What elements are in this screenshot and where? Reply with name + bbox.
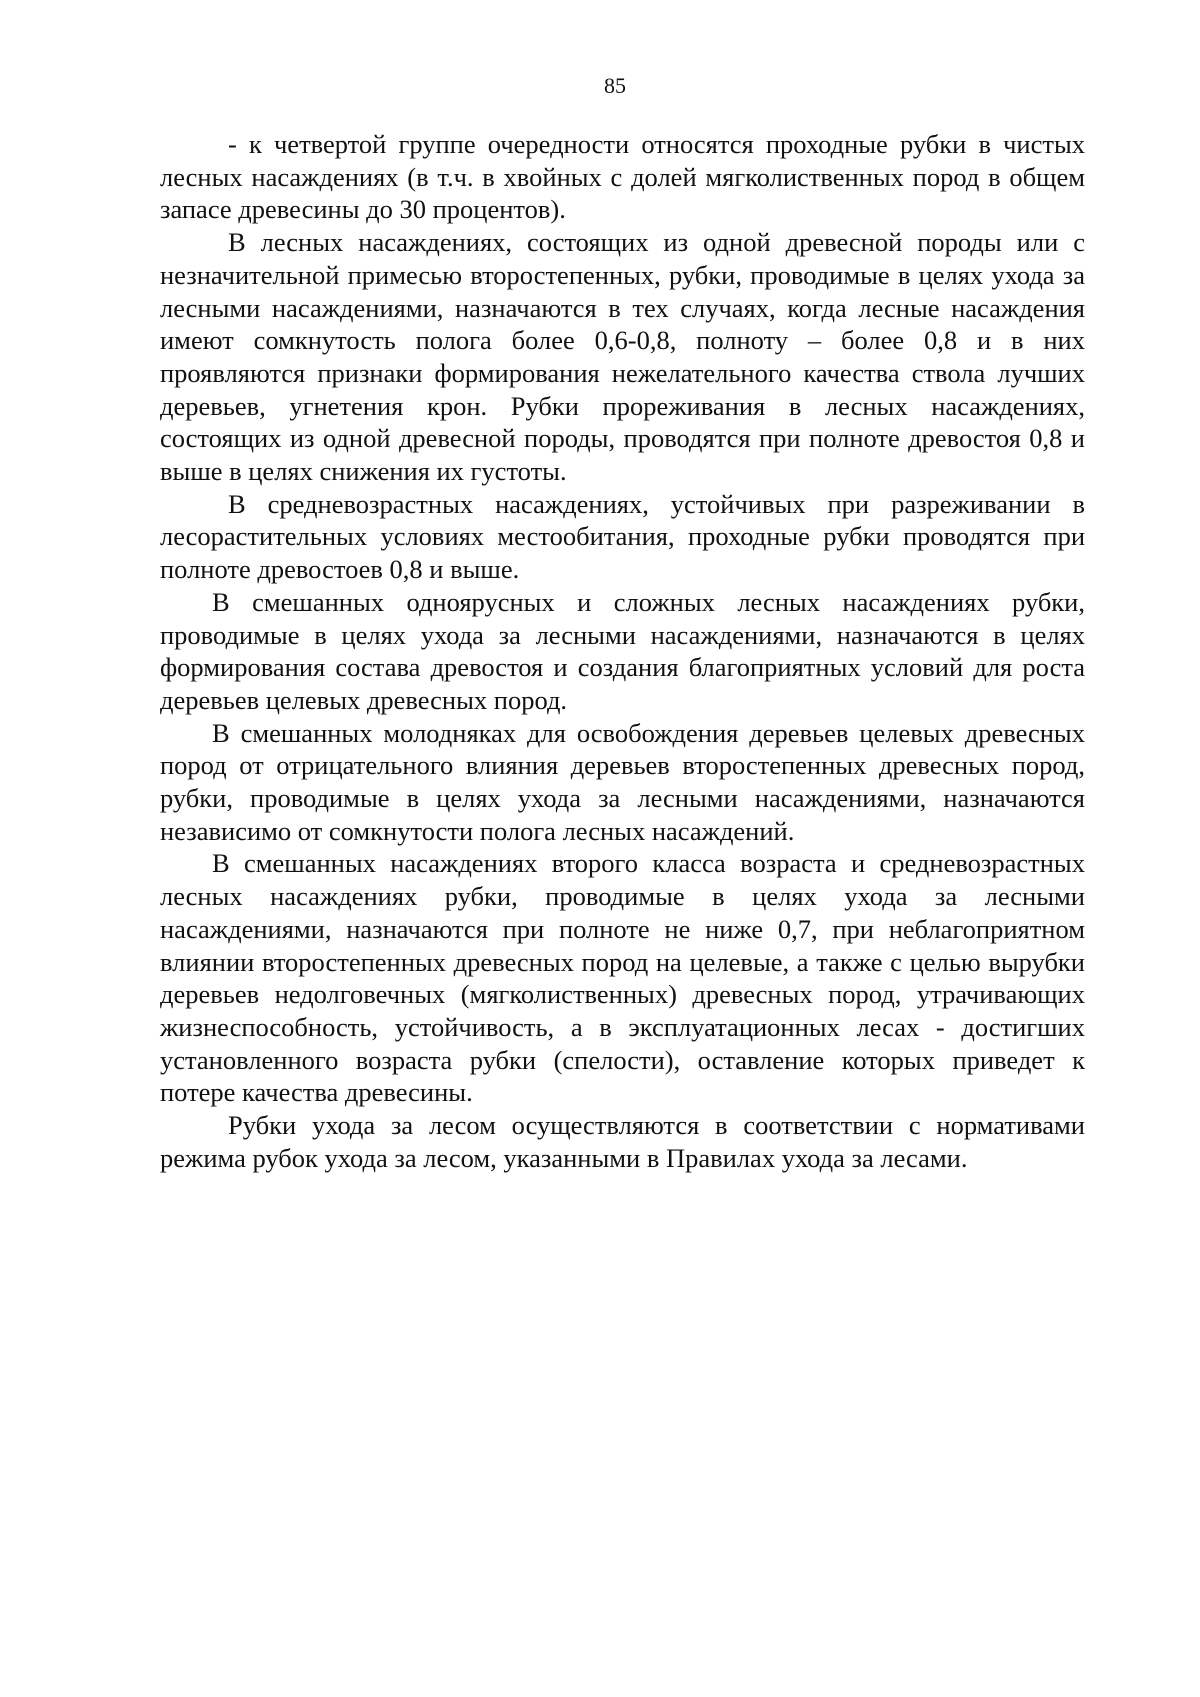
document-body (160, 128, 1085, 1175)
paragraph-middle-aged-stands: В средневозрастных насаждениях, устойчивых при разреживании в лесорастительных условиях местообитания, проходные рубки проводятся при полноте древостоев 0,8 и выше. (160, 488, 1085, 585)
paragraph-single-species-stands: В лесных насаждениях, состоящих из одной древесной породы или с незначительной примесью второстепенных, рубки, проводимые в целях ухода за лесными насаждениями, назначаются в тех случаях, когда лесные насаждения имеют сомкнутость полога более 0,6-0,8, полноту – более 0,8 и в них проявляются признаки формирования нежелательного качества ствола лучших деревьев, угнетения крон. Рубки прореживания в лесных насаждениях, состоящих из одной древесной породы, проводятся при полноте древостоя 0,8 и выше в целях снижения их густоты. (160, 227, 1085, 487)
page-number: 85 (604, 73, 626, 98)
paragraph-standards: Рубки ухода за лесом осуществляются в соответствии с нормативами режима рубок ухода за лесом, указанными в Правилах ухода за лесами. (160, 1110, 1085, 1173)
paragraph-second-age-class: В смешанных насаждениях второго класса возраста и средневозрастных лесных насаждениях рубки, проводимые в целях ухода за лесными насаждениями, назначаются при полноте не ниже 0,7, при неблагоприятном влиянии второстепенных древесных пород на целевые, а также с целью вырубки деревьев недолговечных (мягколиственных) древесных пород, утрачивающих жизнеспособность, устойчивость, а в эксплуатационных лесах - достигших установленного возраста рубки (спелости), оставление которых приведет к потере качества древесины. (160, 848, 1085, 1108)
paragraph-fourth-group: - к четвертой группе очередности относятся проходные рубки в чистых лесных насаждениях (в т.ч. в хвойных с долей мягколиственных пород в общем запасе древесины до 30 процентов). (160, 129, 1085, 225)
paragraph-mixed-stands: В смешанных одноярусных и сложных лесных насаждениях рубки, проводимые в целях ухода за лесными насаждениями, назначаются в целях формирования состава древостоя и создания благоприятных условий для роста деревьев целевых древесных пород. (160, 586, 1085, 715)
paragraph-mixed-young-stands: В смешанных молодняках для освобождения деревьев целевых древесных пород от отрицательного влияния деревьев второстепенных древесных пород, рубки, проводимые в целях ухода за лесными насаждениями, назначаются независимо от сомкнутости полога лесных насаждений. (160, 717, 1085, 846)
